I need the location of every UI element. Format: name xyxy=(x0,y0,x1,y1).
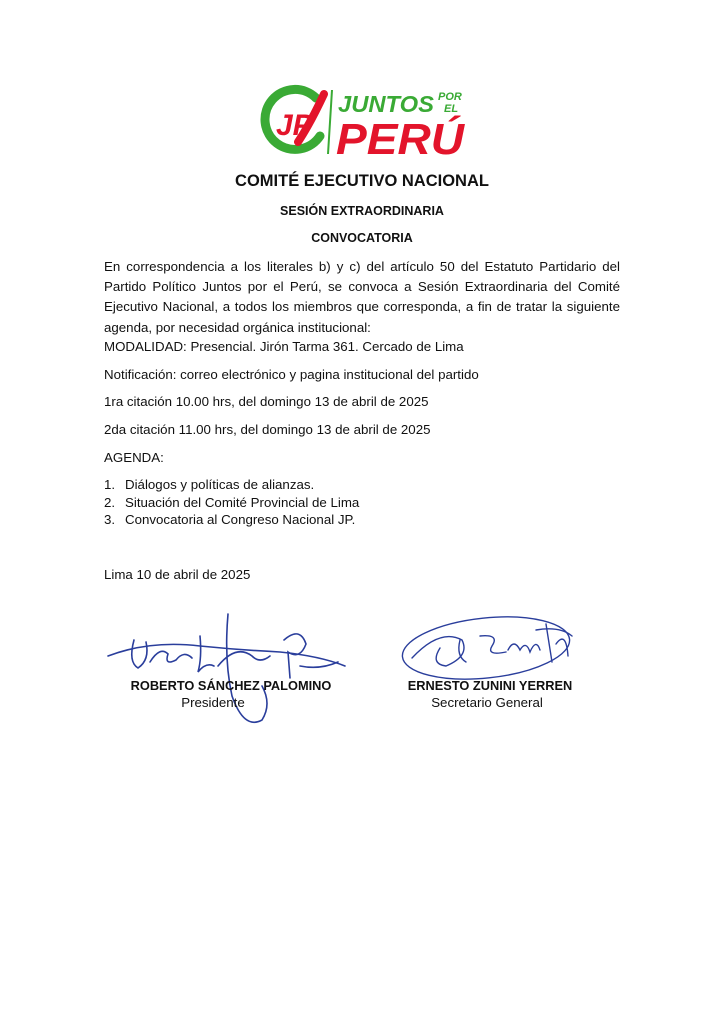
convocation-title: CONVOCATORIA xyxy=(311,231,413,245)
logo-el: EL xyxy=(444,103,459,115)
agenda-text: Diálogos y políticas de alianzas. xyxy=(125,477,315,492)
agenda-number: 1. xyxy=(104,477,116,492)
list-item xyxy=(104,511,359,529)
logo-peru: PERÚ xyxy=(336,115,459,160)
document-date: Lima 10 de abril de 2025 xyxy=(104,567,251,582)
agenda-list xyxy=(104,476,359,529)
list-item xyxy=(104,476,359,494)
agenda-number: 2. xyxy=(104,494,116,510)
logo-initials: JP xyxy=(276,109,313,142)
logo-por: POR xyxy=(438,91,462,103)
signature-secretary xyxy=(399,609,572,686)
president-role: Presidente xyxy=(181,695,245,710)
intro-paragraph: En correspondencia a los literales b) y c) del artículo 50 del Estatuto Partidario del Partido Político Juntos por el Perú, se convoca a Sesión Extraordinaria del Comité Ejecutivo Nacional, a todos los miembros que corresponda, a fin de tratar la siguiente agenda, por necesidad orgánica institucional: xyxy=(104,259,620,335)
logo-juntos: JUNTOS xyxy=(338,91,435,117)
party-logo-graphic xyxy=(258,84,470,160)
session-title: SESIÓN EXTRAORDINARIA xyxy=(280,204,444,218)
secretary-name: ERNESTO ZUNINI YERREN xyxy=(407,678,573,693)
modality-line: MODALIDAD: Presencial. Jirón Tarma 361. Cercado de Lima xyxy=(104,339,464,354)
party-logo xyxy=(258,84,470,160)
first-call-line: 1ra citación 10.00 hrs, del domingo 13 de abril de 2025 xyxy=(104,394,429,409)
secretary-role: Secretario General xyxy=(431,695,543,710)
second-call-line: 2da citación 11.00 hrs, del domingo 13 de abril de 2025 xyxy=(104,422,431,437)
agenda-text: Situación del Comité Provincial de Lima xyxy=(125,494,360,510)
committee-title: COMITÉ EJECUTIVO NACIONAL xyxy=(235,172,489,190)
agenda-label: AGENDA: xyxy=(104,450,164,465)
agenda-text: Convocatoria al Congreso Nacional JP. xyxy=(125,512,356,527)
president-name: ROBERTO SÁNCHEZ PALOMINO xyxy=(130,678,332,693)
list-item xyxy=(104,494,359,512)
signature-graphics xyxy=(0,600,724,740)
notification-line: Notificación: correo electrónico y pagina institucional del partido xyxy=(104,367,479,382)
agenda-number: 3. xyxy=(104,512,116,527)
signature-block xyxy=(0,600,724,740)
